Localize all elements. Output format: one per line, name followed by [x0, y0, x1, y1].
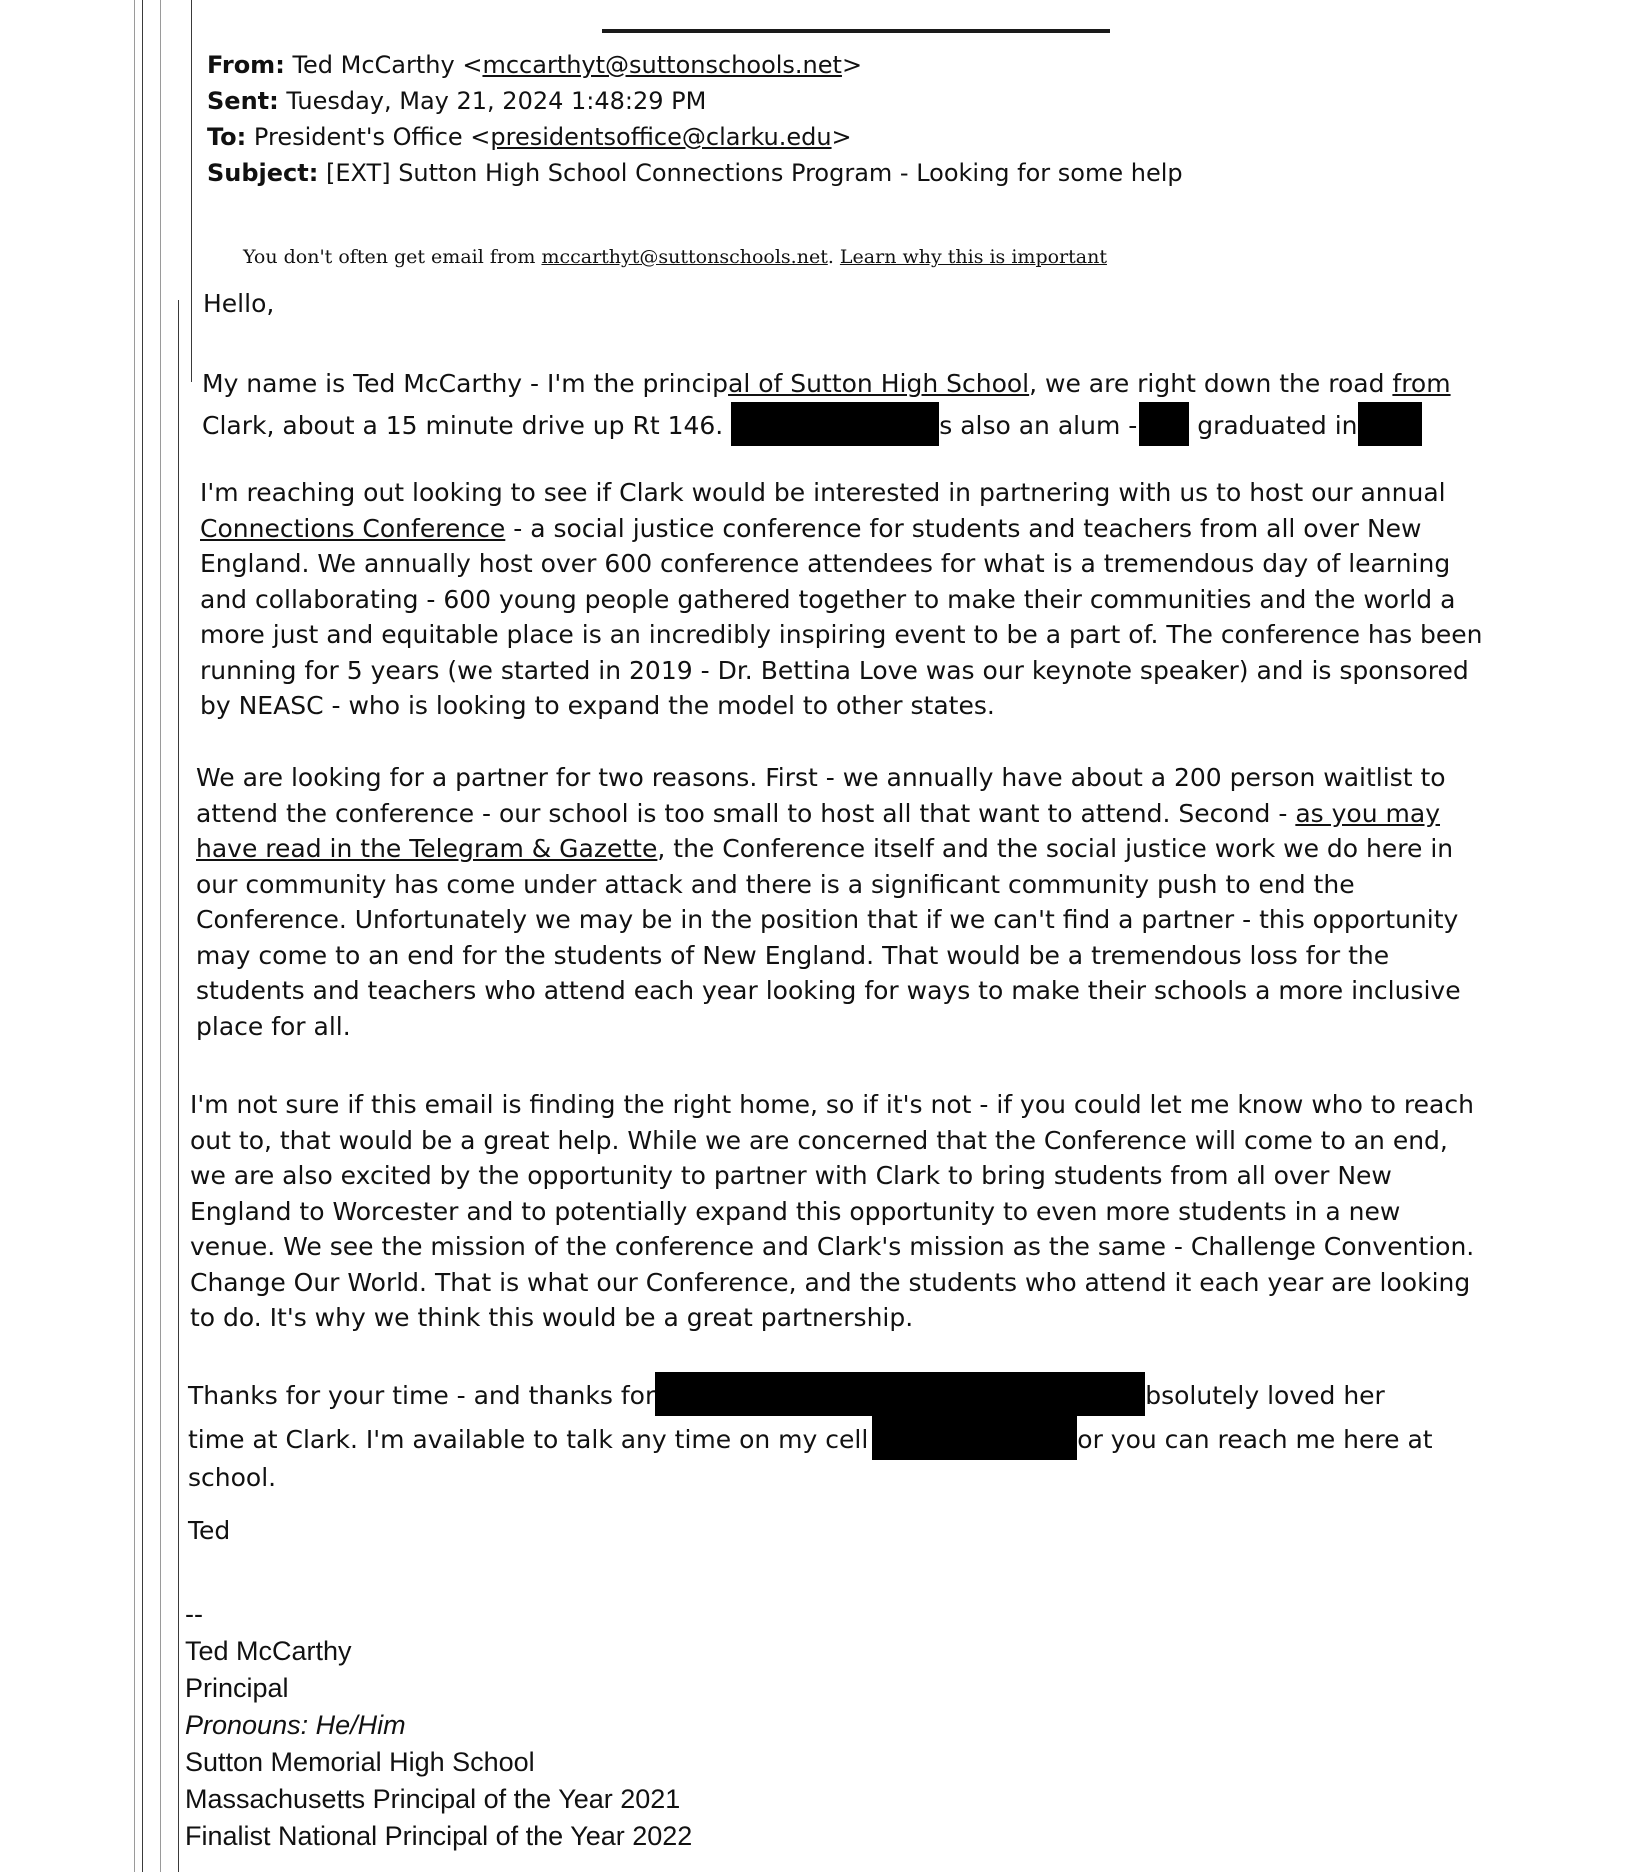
to-row: To: President's Office <presidentsoffice@clarku.edu>	[207, 123, 852, 151]
signature-award-1: Massachusetts Principal of the Year 2021	[185, 1784, 681, 1814]
signature-block	[185, 1596, 692, 1855]
redaction-box	[1358, 402, 1422, 446]
signature-name: Ted McCarthy	[185, 1636, 352, 1666]
closing: Ted	[188, 1516, 231, 1545]
notice-email-link[interactable]: mccarthyt@suttonschools.net	[541, 246, 828, 268]
external-sender-notice: You don't often get email from mccarthyt@suttonschools.net. Learn why this is important	[243, 246, 1107, 268]
from-row: From: Ted McCarthy <mccarthyt@suttonschools.net>	[207, 51, 863, 79]
paragraph-4: I'm not sure if this email is finding the right home, so if it's not - if you could let me know who to reach out to, that would be a great help. While we are concerned that the Conference will come to an end, we are also excited by the opportunity to partner with Clark to bring students from all over New England to Worcester and to potentially expand this opportunity to even more students in a new venue. We see the mission of the conference and Clark's mission as the same - Challenge Convention. Change Our World. That is what our Conference, and the students who attend it each year are looking to do. It's why we think this would be a great partnership.	[190, 1090, 1475, 1332]
subject-row: Subject: [EXT] Sutton High School Connections Program - Looking for some help	[207, 159, 1183, 187]
subject-value: [EXT] Sutton High School Connections Program - Looking for some help	[326, 159, 1183, 187]
paragraph-3: We are looking for a partner for two reasons. First - we annually have about a 200 person waitlist to attend the conference - our school is too small to host all that want to attend. Second - as you may have read in the Telegram & Gazette, the Conference itself and the social justice work we do here in our community has come under attack and there is a significant community push to end the Conference. Unfortunately we may be in the position that if we can't find a partner - this opportunity may come to an end for the students of New England. That would be a tremendous loss for the students and teachers who attend each year looking for ways to make their schools a more inclusive place for all.	[196, 763, 1461, 1041]
redaction-box	[731, 402, 939, 446]
scan-edge-line	[142, 0, 143, 1872]
signature-title: Principal	[185, 1673, 289, 1703]
email-headers	[207, 47, 1183, 191]
scan-edge-line	[160, 0, 161, 1872]
sent-value: Tuesday, May 21, 2024 1:48:29 PM	[286, 87, 707, 115]
paragraph-1: My name is Ted McCarthy - I'm the principal of Sutton High School, we are right down the road from Clark, about a 15 minute drive up Rt 146. s also an alum - graduated in	[202, 366, 1502, 446]
sent-row: Sent: Tuesday, May 21, 2024 1:48:29 PM	[207, 87, 707, 115]
redaction-box	[1139, 402, 1189, 446]
scan-edge-line	[191, 0, 192, 382]
signature-award-2: Finalist National Principal of the Year 2022	[185, 1821, 693, 1851]
redaction-box	[655, 1372, 1145, 1416]
to-email-link[interactable]: presidentsoffice@clarku.edu	[490, 123, 832, 151]
to-name: President's Office	[253, 123, 463, 151]
redaction-box	[872, 1416, 1077, 1460]
paragraph-2: I'm reaching out looking to see if Clark would be interested in partnering with us to host our annual Connections Conference - a social justice conference for students and teachers from all over New England. We annually host over 600 conference attendees for what is a tremendous day of learning and collaborating - 600 young people gathered together to make their communities and the world a more just and equitable place is an incredibly inspiring event to be a part of. The conference has been running for 5 years (we started in 2019 - Dr. Bettina Love was our keynote speaker) and is sponsored by NEASC - who is looking to expand the model to other states.	[200, 478, 1483, 720]
from-email-link[interactable]: mccarthyt@suttonschools.net	[482, 51, 842, 79]
from-link[interactable]: from	[1392, 369, 1451, 398]
from-name: Ted McCarthy	[292, 51, 455, 79]
scan-edge-line	[134, 0, 135, 1872]
telegram-gazette-link[interactable]: as you may have read in the Telegram & Gazette	[196, 798, 1440, 863]
signature-separator: --	[185, 1599, 203, 1629]
greeting: Hello,	[203, 289, 275, 318]
paragraph-5: Thanks for your time - and thanks for bsolutely loved her time at Clark. I'm available to talk any time on my cell or you can reach me here at school.	[188, 1372, 1488, 1496]
learn-why-link[interactable]: Learn why this is important	[839, 246, 1107, 268]
school-link[interactable]: al of Sutton High School	[728, 369, 1030, 398]
signature-pronouns: Pronouns: He/Him	[185, 1710, 406, 1740]
signature-school: Sutton Memorial High School	[185, 1747, 535, 1777]
header-rule	[602, 29, 1110, 33]
scan-edge-line	[178, 300, 179, 1872]
connections-conference-link[interactable]: Connections Conference	[200, 513, 506, 543]
